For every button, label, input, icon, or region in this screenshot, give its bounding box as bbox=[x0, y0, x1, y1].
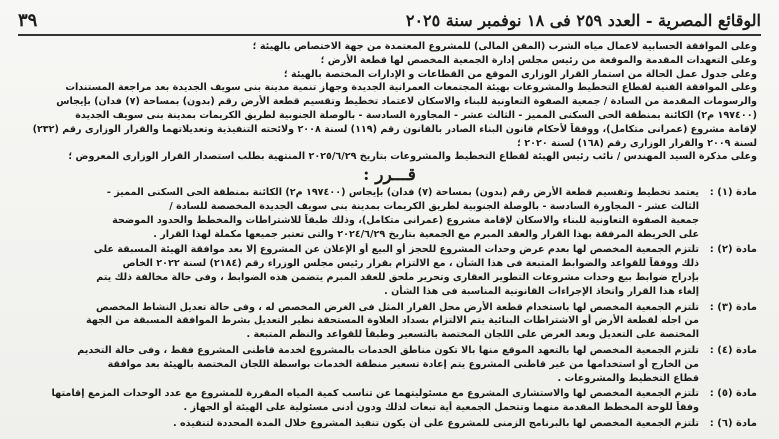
article-line: تلتزم الجمعية المخصص لها بعدم عرض وحدات المشروع للحجز أو البيع أو الإعلان عن المشروع إلا بعد موافقة الهيئة المسبقة على bbox=[93, 244, 699, 256]
article-label: مادة (٢) : bbox=[709, 244, 757, 256]
gazette-issue-title: الوقائع المصرية - العدد ٢٥٩ فى ١٨ نوفمبر سنة ٢٠٢٥ bbox=[405, 10, 761, 30]
header-rule bbox=[18, 34, 761, 36]
article-label: مادة (٦) : bbox=[709, 417, 757, 429]
article-2 bbox=[22, 243, 757, 298]
article-line: المختصة على التعديل وبعد العرض على اللجان المختصة بالتسعير وطبقاً للقواعد والنظم المتبعة . bbox=[246, 329, 699, 341]
article-line: تلتزم الجمعية المخصص لها بالبرنامج الزمنى للمشروع على أن يكون تنفيذ المشروع خلال المدة المحددة لتنفيذه . bbox=[173, 417, 699, 429]
preamble-line: وعلى جدول عمل الحالة من استمار القرار الوزارى الموقع من القطاعات و الإدارات المختصة بالهيئة ؛ bbox=[283, 68, 757, 80]
preamble bbox=[22, 40, 757, 164]
preamble-line: وعلى الموافقة الحسابية لاعمال مياه الشرب (المقن المالى) للمشروع المعتمدة من جهة الاختصاص بالهيئة ؛ bbox=[252, 41, 757, 52]
article-label: مادة (١) : bbox=[709, 187, 757, 199]
article-label: مادة (٤) : bbox=[709, 344, 757, 356]
article-3 bbox=[22, 301, 757, 342]
preamble-line: وعلى الموافقة الفنية لقطاع التخطيط والمشروعات بهيئة المجتمعات العمرانية الجديدة وجهاز تنمية مدينة بنى سويف الجديدة بعد مراجعة المستندات bbox=[65, 82, 757, 94]
preamble-line: (١٩٧٤٠٠ م٢) الكائنة بمنطقة الحى السكنى المميز - الثالث عشر - المجاورة السادسة - بالوصلة الجنوبية لطريق الكريمات بمدينة بنى سويف الجديدة bbox=[75, 109, 757, 121]
preamble-line: والرسومات المقدمة من السادة / جمعية الصفوة التعاونية للبناء والاسكان لاعتماد تخطيط وتقسيم قطعة الأرض رقم (بدون) بمساحة (٧) فدان) بإيجاس bbox=[56, 96, 757, 108]
article-line: يعتمد تخطيط وتقسيم قطعة الأرض رقم (بدون) بمساحة (٧) فدان) بإيجاس (١٩٧٤٠٠ م٢) الكائنة بمنطقة الحى السكنى المميز - bbox=[106, 187, 699, 199]
article-line: ذلك ووفقاً للقواعد والضوابط المتبعة فى هذا الشأن ، مع الالتزام بقرار رئيس مجلس الوزراء رقم (٢١٨٤) لسنة ٢٠٢٢ الخاص bbox=[122, 258, 699, 270]
document-body bbox=[22, 40, 757, 435]
page-header bbox=[18, 8, 761, 32]
preamble-line: وعلى التعهدات المقدمة والموقعة من رئيس مجلس إدارة الجمعية المخصص لها قطعة الأرض ؛ bbox=[320, 54, 757, 66]
article-line: تلتزم الجمعية المخصص لها باستخدام قطعة الأرض محل القرار المثل فى الغرض المخصص له ، وفى حالة تعديل النشاط المخصص bbox=[96, 301, 699, 313]
article-line: إلغاء هذا القرار واتخاذ الإجراءات القانونية المناسبة فى هذا الشأن . bbox=[384, 285, 699, 297]
article-line: على الخريطة المرفقة بهذا القرار والعقد المبرم مع الجمعية بتاريخ ٢٠٢٤/٦/٢٩ والتى تعتبر جميعها مكملة لهذا القرار . bbox=[153, 228, 699, 240]
article-1 bbox=[22, 186, 757, 241]
article-line: تلتزم الجمعية المخصص لها بالتعهد الموقع منها بالا تكون مناطق الخدمات بالمشروع لخدمة قاطنى المشروع فقط ، وفى حالة التخديم bbox=[77, 344, 699, 356]
article-6 bbox=[22, 417, 757, 431]
preamble-line: وعلى مذكرة السيد المهندس / نائب رئيس الهيئة لقطاع التخطيط والمشروعات بتاريخ ٢٠٢٥/٦/٢٩ المنتهية بطلب استصدار القرار الوزارى المعروض ؛ bbox=[68, 151, 757, 163]
article-line: من الخارج أو استخدامها من غير قاطنى المشروع يتم إعادة تسعير منطقة الخدمات بواسطة اللجان المختصة بالهيئة بعد موافقة bbox=[107, 358, 699, 370]
article-line: من اجله لقطعة الأرض أو الاشتراطات البنائية يتم الالتزام بسداد العلاوة المستحقة نظير التعديل بشرط الموافقة المسبقة من الجهة bbox=[85, 315, 699, 327]
article-line: وفقاً للوحة المخطط المقدمة منهما وتتحمل الجمعية أية تبعات لذلك ودون أدنى مسئولية على الهيئة أو الجهاز . bbox=[183, 402, 699, 414]
article-4 bbox=[22, 344, 757, 385]
preamble-line: لسنة ٢٠٠٩ والقرار الوزارى رقم (١٦٨) لسنة ٢٠٢٠ ؛ bbox=[517, 137, 757, 149]
article-label: مادة (٣) : bbox=[709, 301, 757, 313]
article-line: جمعية الصفوة التعاونية للبناء والاسكان لإقامة مشروع (عمرانى متكامل)، وذلك طبقاً للاشتراطات والمخطط والحدود الموضحة bbox=[112, 214, 699, 226]
page-number: ٣٩ bbox=[18, 9, 38, 31]
preamble-line: لإقامة مشروع (عمرانى متكامل)، ووفقاً لأحكام قانون البناء الصادر بالقانون رقم (١١٩) لسنة ٢٠٠٨ ولائحته التنفيذية وتعديلاتهما والقرار الوزارى رقم (٢٣٢) bbox=[32, 123, 757, 135]
article-line: تلتزم الجمعية المخصص لها والاستشارى المشروع مع مسئوليتهما عن تناسب كمية المياه المقررة للمشروع مع عدد الوحدات المزمع إقامتها bbox=[51, 388, 699, 400]
article-line: قطاع التخطيط والمشروعات . bbox=[557, 372, 699, 384]
article-line: الثالث عشر - المجاورة السادسة - بالوصلة الجنوبية لطريق الكريمات بمدينة بنى سويف الجديدة المخصصة للسادة / bbox=[169, 200, 699, 212]
article-5 bbox=[22, 387, 757, 415]
decision-heading: قـــرر : bbox=[363, 165, 416, 186]
article-label: مادة (٥) : bbox=[709, 388, 757, 400]
article-line: بإدراج ضوابط بيع وحدات مشروعات التطوير العقارى وتحرير ملحق للعقد المبرم يتضمن هذه الضوابط ، وفى حالة مخالفة ذلك يتم bbox=[96, 271, 699, 283]
